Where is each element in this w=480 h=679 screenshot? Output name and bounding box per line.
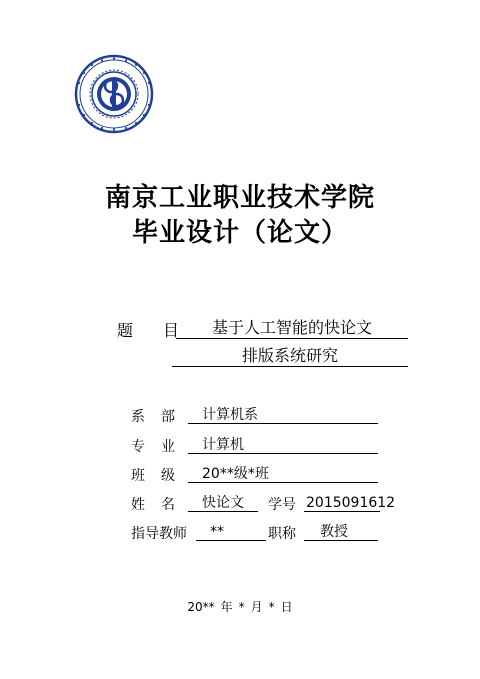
major-value: 计算机 [188,436,378,454]
name-value: 快论文 [188,494,258,512]
rank-label: 职称 [268,526,296,542]
dept-label-char: 部 [161,409,175,425]
class-label-char: 班 [131,468,145,484]
student-id-value: 2015091612 [306,495,396,511]
date-day: * [268,600,275,614]
class-label [131,465,175,485]
major-label [131,436,175,456]
student-id-label: 学号 [268,497,296,513]
name-label [131,494,175,514]
advisor-label: 指导教师 [131,526,187,542]
school-name: 南京工业职业技术学院 [104,183,375,213]
advisor-value: ** [196,523,266,541]
date-year-unit: 年 [220,600,233,614]
name-label-char: 姓 [131,497,145,513]
title-line-1: 基于人工智能的快论文 [176,318,408,339]
class-label-char: 级 [161,468,175,484]
dept-label [131,406,175,426]
date-line [0,598,480,615]
title-label-char: 题 [117,321,134,340]
dept-label-char: 系 [131,409,145,425]
rank-value: 教授 [304,523,378,541]
document-type: 毕业设计（论文） [131,218,348,248]
title-line-2: 排版系统研究 [172,346,408,367]
major-label-char: 业 [161,439,175,455]
class-value: 20**级*班 [188,465,378,483]
title-label [117,318,179,341]
dept-value: 计算机系 [188,406,378,424]
name-label-char: 名 [161,497,175,513]
title-label-char: 目 [163,321,180,340]
school-seal-icon [74,54,154,134]
date-year: 20** [187,600,215,614]
major-label-char: 专 [131,439,145,455]
date-month-unit: 月 [250,600,263,614]
date-day-unit: 日 [280,600,293,614]
date-month: * [238,600,245,614]
